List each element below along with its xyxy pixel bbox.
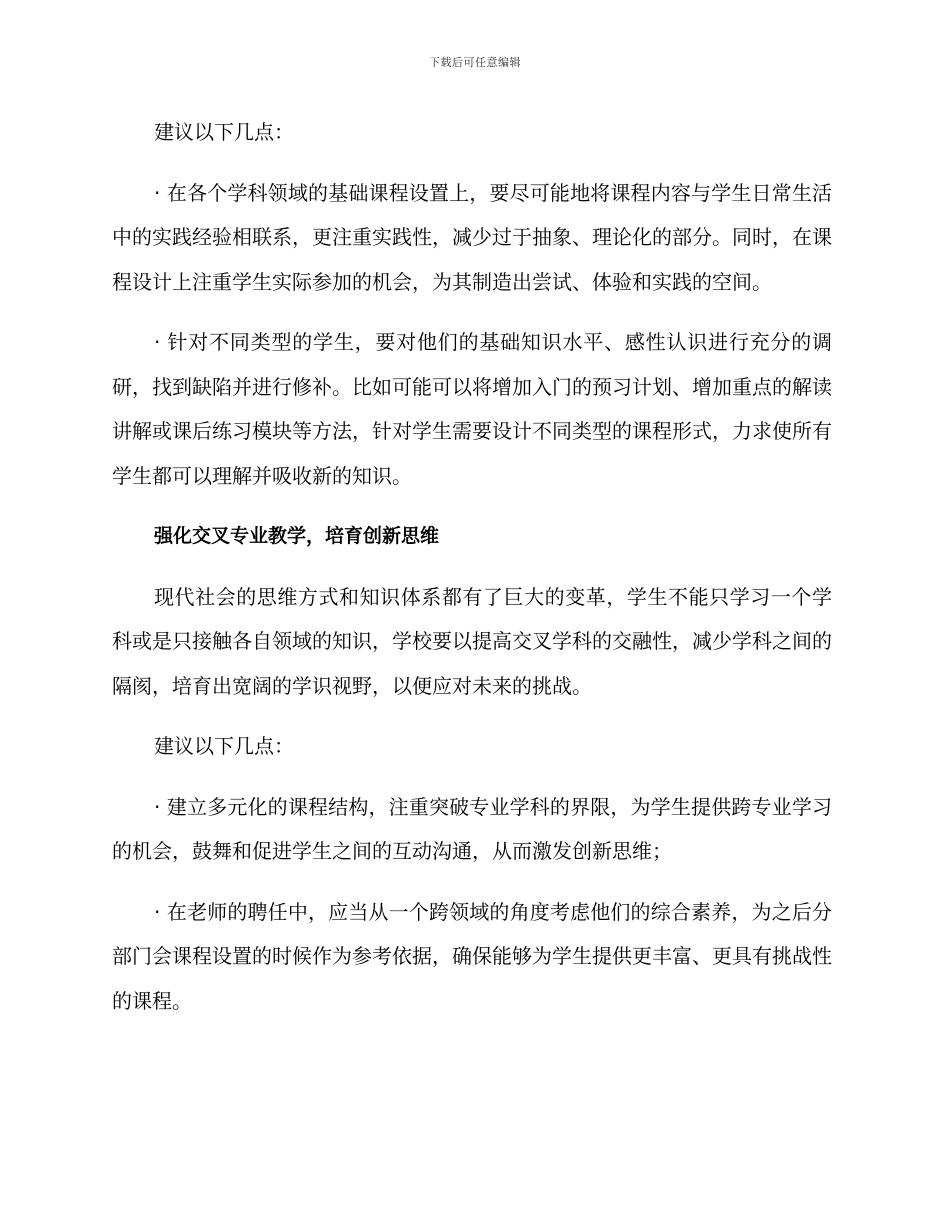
paragraph-modern-society: 现代社会的思维方式和知识体系都有了巨大的变革，学生不能只学习一个学科或是只接触各自领域的知识，学校要以提高交叉学科的交融性，减少学科之间的隔阂，培育出宽阔的学识视野，以便应对未来的挑战。 <box>112 584 832 698</box>
paragraph-suggestions-intro-1: 建议以下几点： <box>154 120 294 144</box>
paragraph-bullet-teacher-hiring: · 在老师的聘任中，应当从一个跨领域的角度考虑他们的综合素养，为之后分部门会课程设置的时候作为参考依据，确保能够为学生提供更丰富、更具有挑战性的课程。 <box>112 899 832 1013</box>
paragraph-bullet-student-research: · 针对不同类型的学生，要对他们的基础知识水平、感性认识进行充分的调研，找到缺陷并进行修补。比如可能可以将增加入门的预习计划、增加重点的解读讲解或课后练习模块等方法，针对学生需要设计不同类型的课程形式，力求使所有学生都可以理解并吸收新的知识。 <box>112 330 832 488</box>
paragraph-bullet-practical-courses: · 在各个学科领域的基础课程设置上，要尽可能地将课程内容与学生日常生活中的实践经验相联系，更注重实践性，减少过于抽象、理论化的部分。同时，在课程设计上注重学生实际参加的机会，为其制造出尝试、体验和实践的空间。 <box>112 180 832 294</box>
paragraph-suggestions-intro-2: 建议以下几点： <box>154 734 294 758</box>
document-body <box>112 110 832 1039</box>
section-heading: 强化交叉专业教学，培育创新思维 <box>154 525 440 547</box>
page-header: 下载后可任意编辑 <box>429 56 521 69</box>
paragraph-bullet-diverse-curriculum: · 建立多元化的课程结构，注重突破专业学科的界限，为学生提供跨专业学习的机会，鼓舞和促进学生之间的互动沟通，从而激发创新思维； <box>112 794 832 863</box>
